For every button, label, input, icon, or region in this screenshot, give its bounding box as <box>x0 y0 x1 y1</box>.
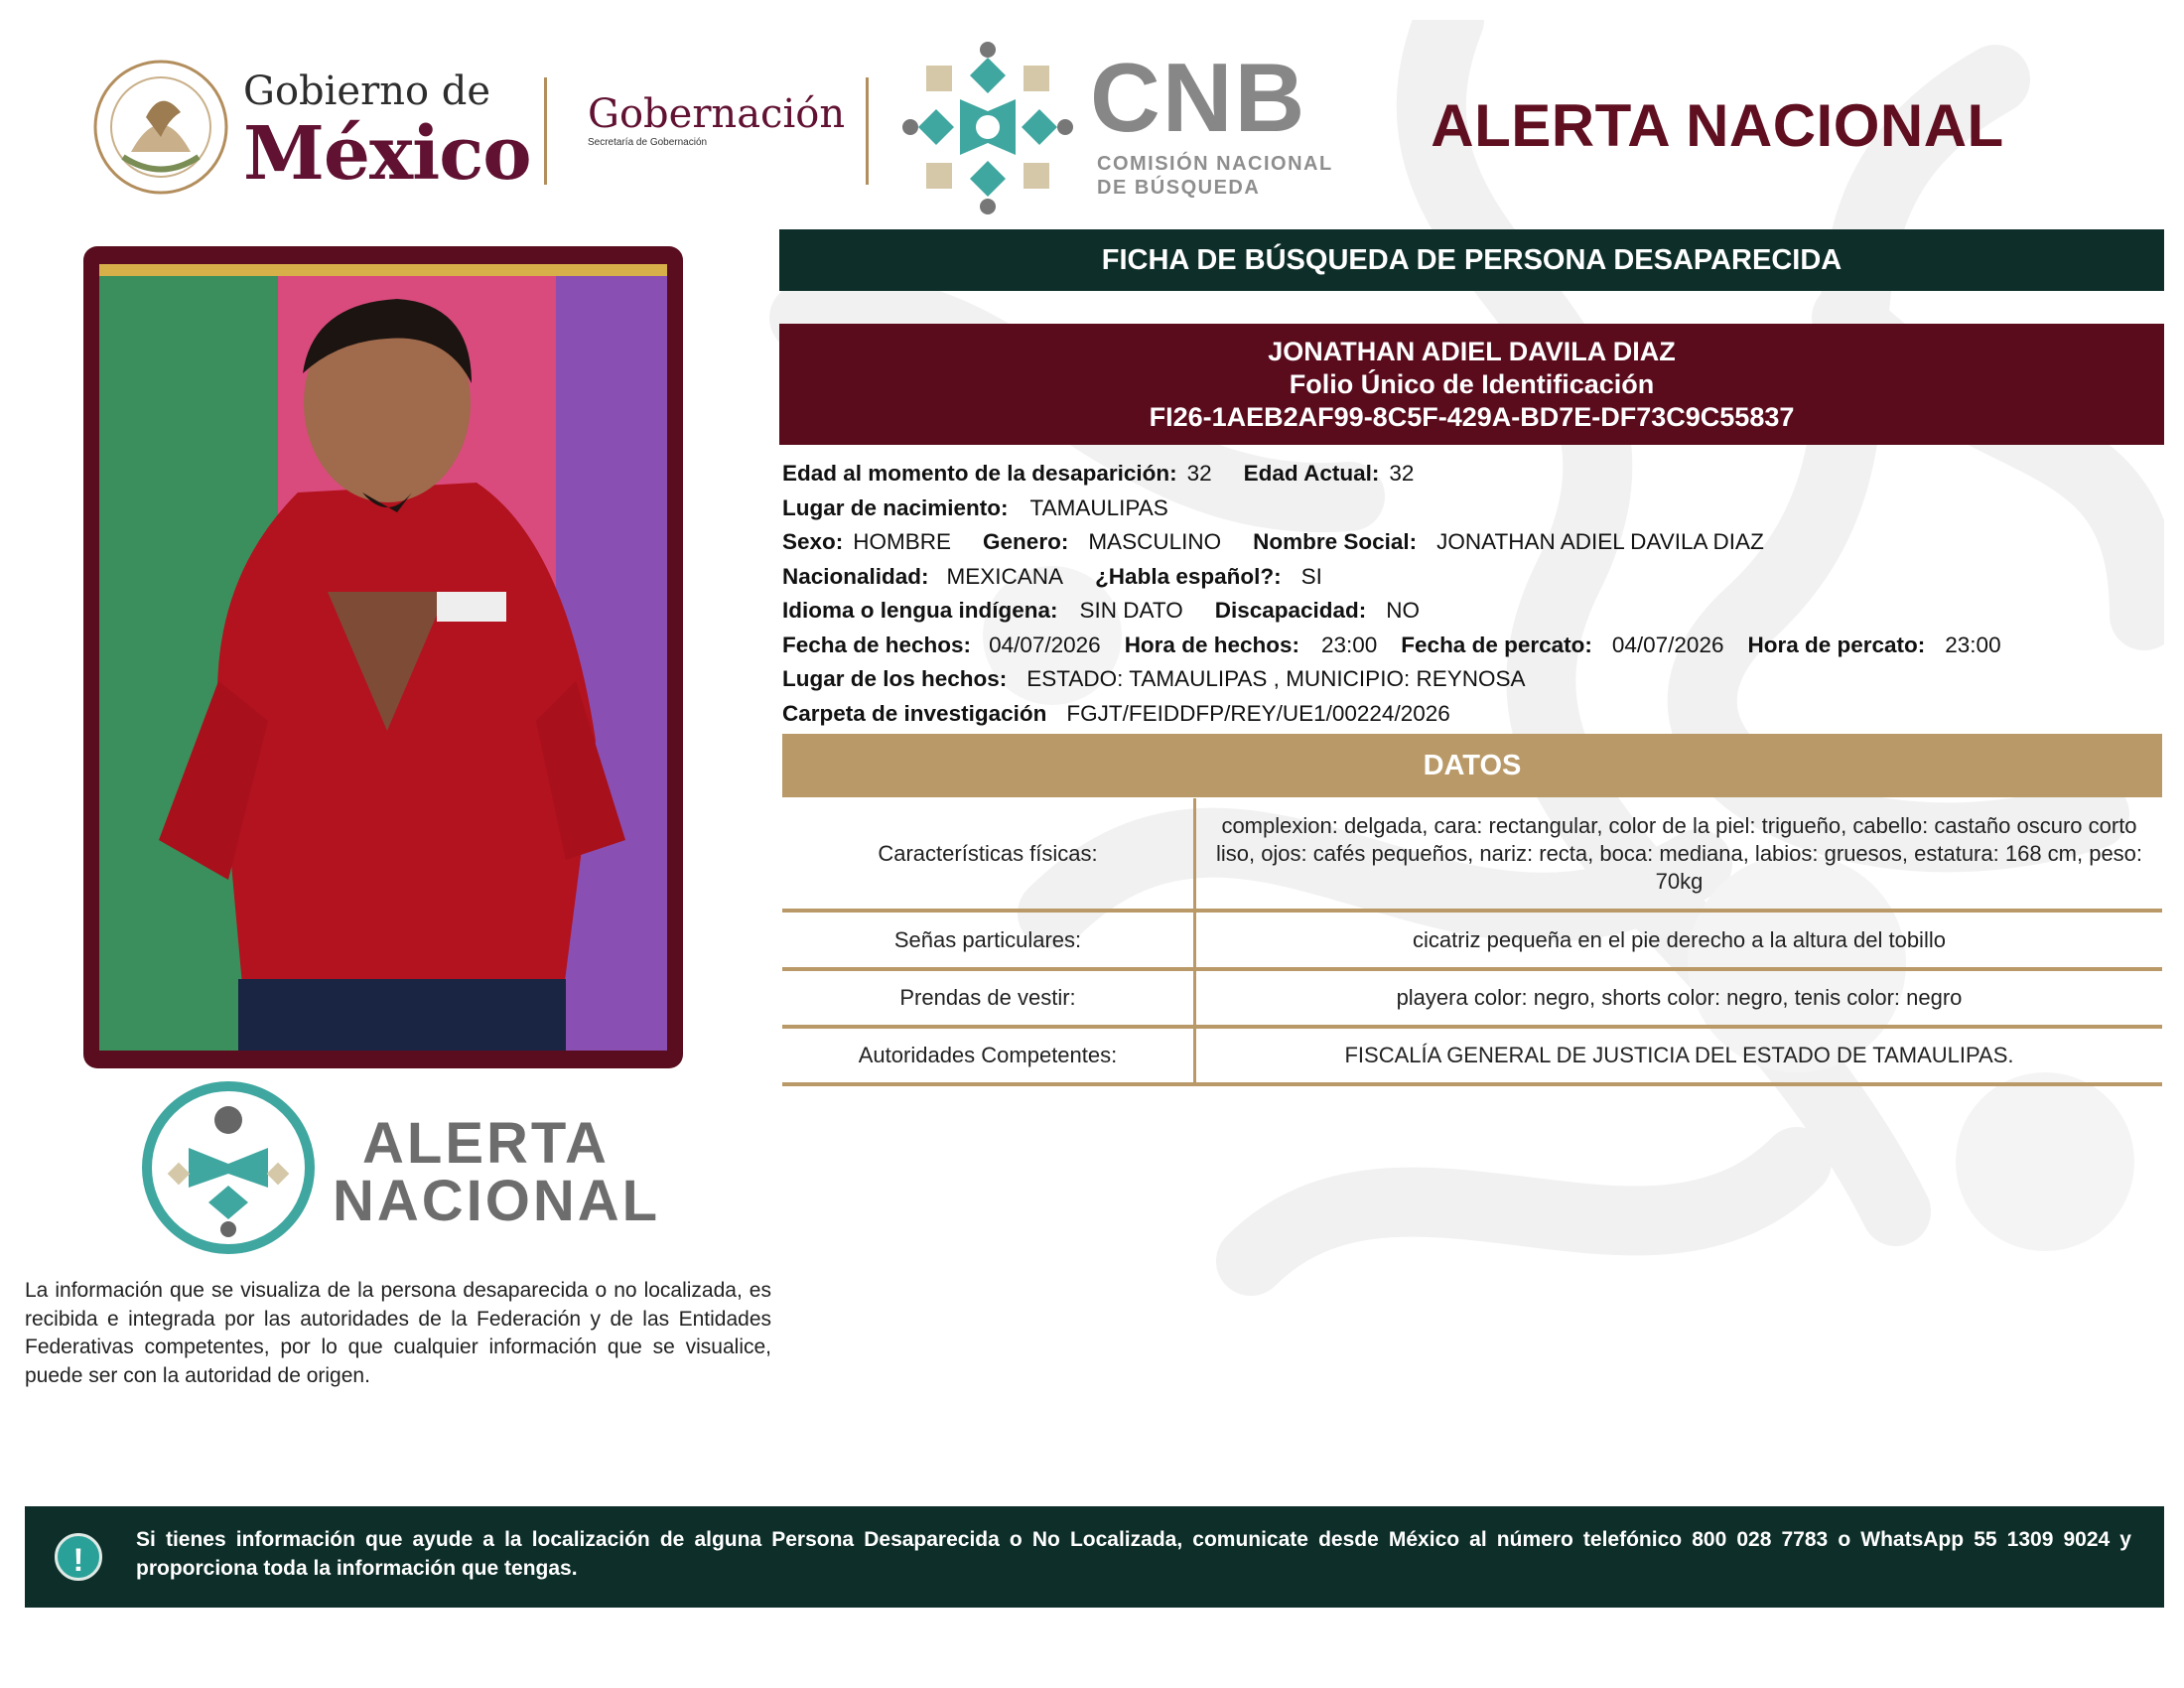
carpeta-label: Carpeta de investigación <box>782 700 1047 726</box>
ficha-title-bar: FICHA DE BÚSQUEDA DE PERSONA DESAPARECIDA <box>779 229 2164 291</box>
row-label: Prendas de vestir: <box>782 971 1196 1025</box>
header-divider <box>866 77 869 185</box>
cnb-emblem-icon <box>898 38 1077 216</box>
folio-label: Folio Único de Identificación <box>1289 369 1655 399</box>
nacionalidad-label: Nacionalidad: <box>782 563 929 589</box>
datos-title-bar: DATOS <box>782 734 2162 797</box>
person-name: JONATHAN ADIEL DAVILA DIAZ <box>1268 337 1676 366</box>
cnb-title: CNB <box>1090 43 1307 152</box>
row-value: cicatriz pequeña en el pie derecho a la altura del tobillo <box>1413 926 1946 952</box>
table-row <box>782 1029 2162 1086</box>
gobierno-de-mexico-logo <box>243 70 541 195</box>
genero-value: MASCULINO <box>1088 529 1222 554</box>
gobernacion-subtitle: Secretaría de Gobernación <box>588 137 708 148</box>
datos-table <box>782 798 2162 1086</box>
edad-desaparicion-value: 32 <box>1186 461 1212 486</box>
lugar-nacimiento-value: TAMAULIPAS <box>1029 494 1168 520</box>
lugar-hechos-label: Lugar de los hechos: <box>782 666 1008 691</box>
info-row <box>782 662 2162 697</box>
person-info <box>782 457 2162 731</box>
alerta-nacional-title: ALERTA NACIONAL <box>1431 92 2004 159</box>
hora-hechos-label: Hora de hechos: <box>1124 632 1299 657</box>
lugar-nacimiento-label: Lugar de nacimiento: <box>782 494 1009 520</box>
gobernacion-logo <box>588 91 856 149</box>
cnb-subtitle-line2: DE BÚSQUEDA <box>1097 177 1261 199</box>
footer-banner <box>25 1506 2164 1608</box>
person-photo <box>99 264 667 1051</box>
edad-actual-label: Edad Actual: <box>1243 461 1380 486</box>
info-row <box>782 525 2162 560</box>
row-label: Características físicas: <box>782 798 1196 909</box>
fecha-hechos-value: 04/07/2026 <box>989 632 1101 657</box>
fecha-hechos-label: Fecha de hechos: <box>782 632 972 657</box>
gobierno-line2: México <box>243 111 531 197</box>
sexo-label: Sexo: <box>782 529 844 554</box>
hora-percato-value: 23:00 <box>1945 632 2001 657</box>
table-row <box>782 798 2162 913</box>
fecha-percato-label: Fecha de percato: <box>1401 632 1592 657</box>
row-label: Señas particulares: <box>782 913 1196 967</box>
gobierno-line1: Gobierno de <box>243 69 491 114</box>
folio-number: FI26-1AEB2AF99-8C5F-429A-BD7E-DF73C9C55837 <box>1149 402 1795 432</box>
info-row <box>782 560 2162 595</box>
edad-actual-value: 32 <box>1389 461 1415 486</box>
alerta-logo-line1: ALERTA <box>362 1111 610 1176</box>
idioma-value: SIN DATO <box>1079 598 1183 623</box>
national-seal-icon <box>91 58 230 197</box>
cnb-subtitle-line1: COMISIÓN NACIONAL <box>1097 153 1333 175</box>
idioma-label: Idioma o lengua indígena: <box>782 598 1058 623</box>
edad-desaparicion-label: Edad al momento de la desaparición: <box>782 461 1177 486</box>
gobernacion-title: Gobernación <box>588 91 846 137</box>
info-row <box>782 697 2162 732</box>
table-row <box>782 913 2162 971</box>
discapacidad-label: Discapacidad: <box>1214 598 1367 623</box>
row-value: playera color: negro, shorts color: negro, tenis color: negro <box>1396 985 1963 1010</box>
sexo-value: HOMBRE <box>853 529 952 554</box>
genero-label: Genero: <box>983 529 1069 554</box>
fecha-percato-value: 04/07/2026 <box>1611 632 1724 657</box>
alerta-nacional-emblem-icon <box>139 1078 318 1257</box>
hora-hechos-value: 23:00 <box>1320 632 1378 657</box>
hora-percato-label: Hora de percato: <box>1747 632 1926 657</box>
disclaimer-text: La información que se visualiza de la persona desaparecida o no localizada, es recibida e integrada por las autoridades de la Federación y de las Entidades Federativas competentes, por lo que cualquier información que se visualice, puede ser con la autoridad de origen. <box>25 1279 771 1387</box>
header-divider <box>544 77 547 185</box>
alerta-logo-line2: NACIONAL <box>333 1169 661 1233</box>
discapacidad-value: NO <box>1386 598 1421 623</box>
info-row <box>782 492 2162 526</box>
table-row <box>782 971 2162 1029</box>
info-row <box>782 629 2162 663</box>
row-value: FISCALÍA GENERAL DE JUSTICIA DEL ESTADO DE TAMAULIPAS. <box>1344 1043 2014 1067</box>
row-value: complexion: delgada, cara: rectangular, color de la piel: trigueño, cabello: castaño oscuro corto liso, ojos: cafés pequeños, nariz: recta, boca: mediana, labios: gruesos, estatura: 168 cm, peso: 70kg <box>1215 812 2143 894</box>
carpeta-value: FGJT/FEIDDFP/REY/UE1/00224/2026 <box>1066 700 1450 726</box>
nombre-social-value: JONATHAN ADIEL DAVILA DIAZ <box>1436 529 1764 554</box>
info-row <box>782 457 2162 492</box>
habla-espanol-label: ¿Habla español?: <box>1095 563 1282 589</box>
person-name-box <box>779 324 2164 445</box>
nombre-social-label: Nombre Social: <box>1253 529 1418 554</box>
lugar-hechos-value: ESTADO: TAMAULIPAS , MUNICIPIO: REYNOSA <box>1026 666 1526 691</box>
exclamation-icon: ! <box>55 1533 102 1581</box>
habla-espanol-value: SI <box>1300 563 1322 589</box>
row-label: Autoridades Competentes: <box>782 1029 1196 1082</box>
info-row <box>782 594 2162 629</box>
footer-text: Si tienes información que ayude a la localización de alguna Persona Desaparecida o No Localizada, comunicate desde México al número telefónico 800 028 7783 o WhatsApp 55 1309 9024 y proporciona toda la información que tengas. <box>136 1528 2131 1580</box>
nacionalidad-value: MEXICANA <box>946 563 1064 589</box>
